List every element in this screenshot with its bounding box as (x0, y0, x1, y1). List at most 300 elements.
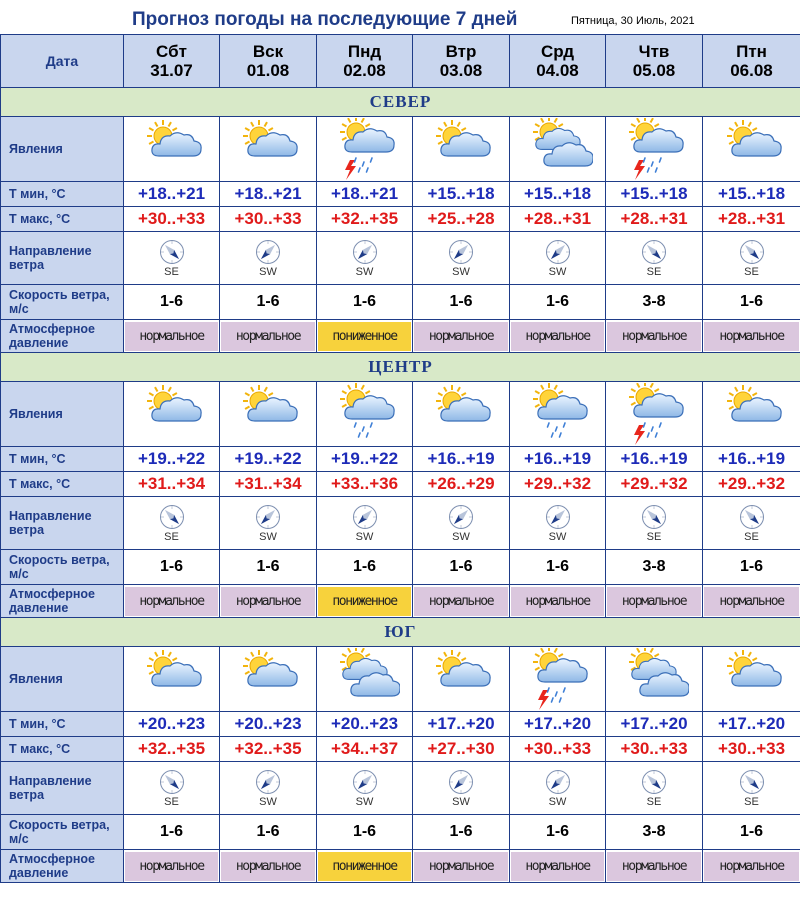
partly-cloudy-icon (220, 383, 316, 445)
wind-speed-value: 1-6 (449, 823, 473, 840)
row-label: Т макс, °С (1, 207, 124, 232)
forecast-cell (220, 285, 317, 320)
row-label: Скорость ветра, м/с (1, 815, 124, 850)
forecast-cell (703, 232, 800, 285)
day-date: 31.07 (150, 61, 193, 80)
wind-speed-value: 1-6 (739, 823, 764, 840)
forecast-cell (220, 497, 317, 550)
forecast-cell (124, 815, 220, 850)
day-header (703, 35, 800, 88)
row-label: Скорость ветра, м/с (1, 550, 124, 585)
wind-speed-value: 3-8 (642, 558, 666, 575)
forecast-cell (703, 585, 800, 618)
tmax-value: +32..+35 (330, 209, 399, 228)
wind-direction-value: SW (452, 795, 470, 808)
partly-cloudy-icon (220, 648, 316, 710)
row-label: Т мин, °С (1, 712, 124, 737)
compass-icon (124, 769, 219, 795)
wind-direction-value: SE (646, 530, 662, 543)
region-name: ЦЕНТР (1, 353, 800, 382)
pressure-value: пониженное (318, 852, 411, 881)
forecast-cell (317, 285, 413, 320)
wind-speed-row (1, 815, 800, 850)
forecast-cell (703, 712, 800, 737)
compass-icon (703, 769, 800, 795)
forecast-cell (317, 762, 413, 815)
forecast-cell (606, 472, 703, 497)
forecast-cell (124, 382, 220, 447)
thunder-rain-icon (606, 118, 702, 180)
wind-speed-value: 3-8 (642, 823, 666, 840)
tmin-value: +16..+19 (620, 449, 688, 468)
tmin-value: +15..+18 (427, 184, 495, 203)
pressure-value: нормальное (511, 587, 604, 616)
forecast-cell (510, 550, 606, 585)
forecast-cell (124, 737, 220, 762)
title-bar (0, 0, 800, 34)
compass-icon (413, 504, 509, 530)
wind-speed-value: 1-6 (545, 293, 570, 310)
tmin-value: +16..+19 (427, 449, 495, 468)
forecast-cell (606, 647, 703, 712)
forecast-cell (510, 285, 606, 320)
forecast-cell (124, 320, 220, 353)
forecast-cell (413, 737, 510, 762)
wind-speed-value: 1-6 (545, 558, 570, 575)
forecast-cell (606, 207, 703, 232)
tmax-value: +28..+31 (523, 209, 592, 228)
wind-speed-value: 1-6 (449, 293, 473, 310)
forecast-cell (510, 232, 606, 285)
row-label: Т мин, °С (1, 182, 124, 207)
forecast-cell (510, 320, 606, 353)
wind-direction-value: SW (452, 530, 470, 543)
forecast-cell (317, 497, 413, 550)
forecast-cell (703, 762, 800, 815)
forecast-cell (510, 382, 606, 447)
forecast-cell (606, 850, 703, 883)
tmax-value: +29..+32 (620, 474, 688, 493)
cloudy-icon (606, 648, 702, 710)
tmax-value: +25..+28 (427, 209, 495, 228)
pressure-value: нормальное (511, 852, 604, 881)
pressure-value: нормальное (221, 852, 315, 881)
wind-direction-value: SW (355, 265, 374, 278)
forecast-cell (413, 320, 510, 353)
pressure-value: нормальное (704, 852, 799, 881)
forecast-cell (606, 497, 703, 550)
compass-icon (703, 239, 800, 265)
region-header-row (1, 618, 800, 647)
forecast-cell (510, 647, 606, 712)
pressure-row (1, 585, 800, 618)
partly-cloudy-icon (703, 648, 800, 710)
forecast-cell (124, 712, 220, 737)
row-label: Т макс, °С (1, 472, 124, 497)
partly-cloudy-icon (413, 118, 509, 180)
day-header (606, 35, 703, 88)
forecast-cell (124, 585, 220, 618)
forecast-cell (124, 232, 220, 285)
wind-direction-row (1, 762, 800, 815)
wind-speed-value: 1-6 (159, 823, 184, 840)
pressure-value: нормальное (607, 852, 701, 881)
forecast-cell (124, 550, 220, 585)
wind-speed-value: 1-6 (256, 293, 280, 310)
pressure-row (1, 850, 800, 883)
wind-speed-value: 1-6 (449, 558, 473, 575)
day-date: 03.08 (439, 61, 483, 80)
forecast-cell (510, 472, 606, 497)
forecast-cell (220, 737, 317, 762)
forecast-cell (220, 320, 317, 353)
forecast-cell (220, 207, 317, 232)
forecast-cell (703, 850, 800, 883)
forecast-cell (510, 850, 606, 883)
row-label: Т макс, °С (1, 737, 124, 762)
tmax-row (1, 207, 800, 232)
forecast-cell (413, 182, 510, 207)
wind-speed-row (1, 285, 800, 320)
light-rain-icon (510, 383, 605, 445)
forecast-cell (124, 447, 220, 472)
compass-icon (124, 504, 219, 530)
pressure-value: нормальное (414, 322, 508, 351)
tmin-row (1, 712, 800, 737)
compass-icon (703, 504, 800, 530)
tmax-value: +30..+33 (523, 739, 592, 758)
tmax-value: +29..+32 (523, 474, 592, 493)
forecast-cell (703, 382, 800, 447)
forecast-cell (220, 232, 317, 285)
compass-icon (317, 239, 412, 265)
forecast-cell (510, 447, 606, 472)
forecast-cell (510, 585, 606, 618)
thunder-rain-icon (317, 118, 412, 180)
date-header-row (1, 35, 800, 88)
forecast-cell (606, 320, 703, 353)
tmax-row (1, 472, 800, 497)
day-header (510, 35, 606, 88)
forecast-cell (606, 117, 703, 182)
forecast-cell (606, 712, 703, 737)
tmax-value: +32..+35 (234, 739, 302, 758)
pressure-value: нормальное (511, 322, 604, 351)
tmin-value: +20..+23 (234, 714, 302, 733)
wind-speed-row (1, 550, 800, 585)
partly-cloudy-icon (413, 383, 509, 445)
forecast-cell (220, 182, 317, 207)
tmax-value: +28..+31 (717, 209, 786, 228)
row-label: Атмосферное давление (1, 850, 124, 883)
wind-speed-value: 1-6 (352, 823, 377, 840)
forecast-cell (124, 647, 220, 712)
tmin-value: +18..+21 (234, 184, 302, 203)
wind-speed-value: 1-6 (352, 293, 377, 310)
forecast-cell (413, 647, 510, 712)
wind-speed-value: 1-6 (159, 293, 184, 310)
tmax-value: +31..+34 (137, 474, 206, 493)
forecast-cell (413, 117, 510, 182)
forecast-cell (413, 472, 510, 497)
tmin-value: +17..+20 (620, 714, 688, 733)
wind-speed-value: 3-8 (642, 293, 666, 310)
tmax-value: +33..+36 (330, 474, 399, 493)
wind-direction-value: SE (164, 265, 179, 278)
forecast-cell (703, 647, 800, 712)
forecast-cell (510, 762, 606, 815)
wind-direction-value: SW (548, 795, 567, 808)
forecast-cell (413, 207, 510, 232)
forecast-cell (703, 117, 800, 182)
pressure-value: нормальное (607, 587, 701, 616)
forecast-cell (220, 117, 317, 182)
day-name: Срд (540, 42, 575, 61)
forecast-cell (220, 447, 317, 472)
row-label: Явления (1, 117, 124, 182)
forecast-cell (703, 207, 800, 232)
pressure-value: пониженное (318, 322, 411, 351)
forecast-cell (413, 447, 510, 472)
forecast-cell (413, 382, 510, 447)
wind-speed-value: 1-6 (256, 558, 280, 575)
tmax-value: +31..+34 (234, 474, 302, 493)
thunder-rain-icon (606, 383, 702, 445)
compass-icon (510, 769, 605, 795)
tmax-row (1, 737, 800, 762)
weather-row (1, 382, 800, 447)
compass-icon (606, 239, 702, 265)
wind-speed-value: 1-6 (545, 823, 570, 840)
forecast-cell (413, 232, 510, 285)
day-name: Сбт (156, 42, 187, 61)
wind-direction-value: SW (548, 265, 567, 278)
forecast-cell (413, 497, 510, 550)
tmin-value: +15..+18 (717, 184, 786, 203)
forecast-table (0, 34, 800, 883)
compass-icon (220, 769, 316, 795)
tmin-value: +20..+23 (137, 714, 206, 733)
forecast-cell (510, 815, 606, 850)
row-label: Явления (1, 647, 124, 712)
day-name: Птн (736, 42, 767, 61)
wind-direction-value: SW (259, 265, 277, 278)
day-date: 06.08 (730, 61, 773, 80)
pressure-value: нормальное (125, 852, 218, 881)
forecast-cell (317, 232, 413, 285)
forecast-cell (220, 382, 317, 447)
day-header (413, 35, 510, 88)
forecast-cell (606, 737, 703, 762)
forecast-cell (317, 382, 413, 447)
day-name: Пнд (347, 42, 382, 61)
forecast-cell (220, 585, 317, 618)
row-label: Направление ветра (1, 497, 124, 550)
forecast-cell (317, 117, 413, 182)
forecast-cell (317, 712, 413, 737)
forecast-cell (124, 850, 220, 883)
wind-direction-value: SW (452, 265, 470, 278)
day-header (317, 35, 413, 88)
day-date: 01.08 (246, 61, 290, 80)
wind-speed-value: 1-6 (739, 293, 764, 310)
tmin-value: +17..+20 (523, 714, 592, 733)
forecast-cell (510, 182, 606, 207)
forecast-cell (606, 232, 703, 285)
forecast-cell (606, 382, 703, 447)
wind-direction-value: SW (355, 795, 374, 808)
pressure-value: пониженное (318, 587, 411, 616)
forecast-cell (317, 737, 413, 762)
tmin-value: +18..+21 (137, 184, 206, 203)
tmin-value: +18..+21 (330, 184, 399, 203)
tmin-value: +19..+22 (330, 449, 399, 468)
day-header (124, 35, 220, 88)
day-name: Втр (445, 42, 477, 61)
forecast-cell (317, 182, 413, 207)
region-name: ЮГ (1, 618, 800, 647)
forecast-cell (317, 550, 413, 585)
row-label: Направление ветра (1, 762, 124, 815)
forecast-cell (703, 550, 800, 585)
tmin-value: +20..+23 (330, 714, 399, 733)
pressure-value: нормальное (607, 322, 701, 351)
forecast-cell (606, 585, 703, 618)
pressure-value: нормальное (414, 852, 508, 881)
wind-direction-value: SE (744, 795, 759, 808)
tmin-value: +16..+19 (523, 449, 592, 468)
pressure-value: нормальное (221, 587, 315, 616)
row-label: Явления (1, 382, 124, 447)
compass-icon (510, 239, 605, 265)
wind-direction-value: SW (355, 530, 374, 543)
wind-direction-value: SW (259, 795, 277, 808)
pressure-value: нормальное (414, 587, 508, 616)
pressure-value: нормальное (221, 322, 315, 351)
region-header-row (1, 88, 800, 117)
tmax-value: +30..+33 (234, 209, 302, 228)
forecast-cell (703, 447, 800, 472)
day-header (220, 35, 317, 88)
forecast-cell (220, 472, 317, 497)
region-header-row (1, 353, 800, 382)
forecast-cell (124, 762, 220, 815)
forecast-cell (606, 550, 703, 585)
wind-direction-row (1, 232, 800, 285)
forecast-cell (317, 850, 413, 883)
tmax-value: +30..+33 (137, 209, 206, 228)
compass-icon (220, 239, 316, 265)
partly-cloudy-icon (703, 383, 800, 445)
wind-direction-value: SE (164, 795, 179, 808)
forecast-cell (606, 815, 703, 850)
pressure-value: нормальное (125, 322, 218, 351)
tmin-value: +15..+18 (523, 184, 592, 203)
cloudy-icon (510, 118, 605, 180)
forecast-cell (703, 737, 800, 762)
forecast-cell (606, 447, 703, 472)
forecast-cell (413, 850, 510, 883)
compass-icon (124, 239, 219, 265)
wind-direction-value: SE (646, 795, 662, 808)
row-label: Атмосферное давление (1, 585, 124, 618)
tmax-value: +28..+31 (620, 209, 688, 228)
tmax-value: +29..+32 (717, 474, 786, 493)
partly-cloudy-icon (124, 648, 219, 710)
forecast-cell (220, 815, 317, 850)
row-label: Т мин, °С (1, 447, 124, 472)
forecast-cell (317, 815, 413, 850)
day-date: 04.08 (536, 61, 579, 80)
forecast-cell (124, 472, 220, 497)
pressure-value: нормальное (704, 322, 799, 351)
forecast-cell (317, 472, 413, 497)
forecast-cell (703, 815, 800, 850)
region-name: СЕВЕР (1, 88, 800, 117)
weather-row (1, 117, 800, 182)
partly-cloudy-icon (413, 648, 509, 710)
day-name: Чтв (638, 42, 670, 61)
compass-icon (317, 504, 412, 530)
row-label: Скорость ветра, м/с (1, 285, 124, 320)
light-rain-icon (317, 383, 412, 445)
wind-direction-value: SE (744, 265, 759, 278)
cloudy-icon (317, 648, 412, 710)
partly-cloudy-icon (124, 383, 219, 445)
forecast-cell (220, 762, 317, 815)
forecast-cell (703, 320, 800, 353)
pressure-value: нормальное (704, 587, 799, 616)
compass-icon (413, 769, 509, 795)
tmax-value: +34..+37 (330, 739, 399, 758)
forecast-cell (606, 285, 703, 320)
forecast-cell (703, 285, 800, 320)
forecast-cell (703, 182, 800, 207)
forecast-cell (413, 815, 510, 850)
pressure-value: нормальное (125, 587, 218, 616)
tmin-value: +17..+20 (717, 714, 786, 733)
tmax-value: +26..+29 (427, 474, 495, 493)
forecast-cell (124, 182, 220, 207)
wind-speed-value: 1-6 (256, 823, 280, 840)
forecast-cell (124, 207, 220, 232)
date-column-label: Дата (1, 35, 124, 88)
day-date: 05.08 (632, 61, 676, 80)
day-date: 02.08 (343, 61, 386, 80)
forecast-cell (703, 497, 800, 550)
tmax-value: +30..+33 (717, 739, 786, 758)
compass-icon (606, 504, 702, 530)
tmax-value: +32..+35 (137, 739, 206, 758)
forecast-cell (124, 497, 220, 550)
partly-cloudy-icon (124, 118, 219, 180)
partly-cloudy-icon (220, 118, 316, 180)
forecast-cell (317, 320, 413, 353)
row-label: Направление ветра (1, 232, 124, 285)
current-date: Пятница, 30 Июль, 2021 (571, 15, 695, 27)
forecast-cell (317, 647, 413, 712)
day-name: Вск (252, 42, 284, 61)
forecast-cell (606, 182, 703, 207)
forecast-cell (220, 850, 317, 883)
forecast-cell (317, 207, 413, 232)
wind-direction-row (1, 497, 800, 550)
forecast-cell (413, 712, 510, 737)
forecast-cell (220, 550, 317, 585)
tmin-row (1, 182, 800, 207)
wind-direction-value: SE (744, 530, 759, 543)
forecast-cell (413, 585, 510, 618)
